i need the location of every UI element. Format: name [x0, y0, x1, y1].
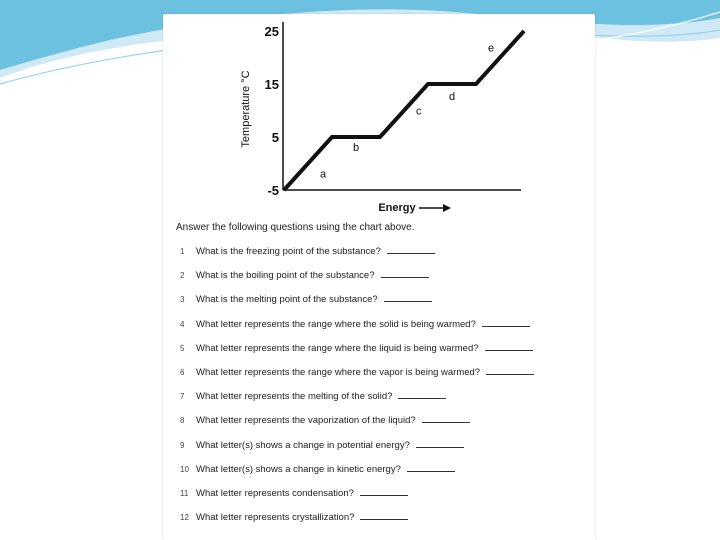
- question-item: [180, 440, 464, 451]
- question-text: What letter represents the range where the liquid is being warmed?: [196, 342, 479, 354]
- y-tick-label: 25: [264, 24, 279, 39]
- answer-blank[interactable]: [381, 277, 429, 278]
- question-text: What letter represents the range where the solid is being warmed?: [196, 318, 476, 330]
- question-number: 9: [180, 440, 185, 450]
- question-item: [180, 512, 408, 523]
- segment-label-a: a: [320, 168, 327, 181]
- energy-arrow-icon: [443, 204, 451, 212]
- question-text: What letter represents the vaporization of the liquid?: [196, 415, 416, 427]
- segment-label-e: e: [488, 42, 495, 55]
- question-text: What letter represents the melting of the solid?: [196, 391, 393, 403]
- question-item: [180, 367, 534, 378]
- question-number: 4: [180, 319, 185, 329]
- question-number: 10: [180, 464, 189, 474]
- question-number: 7: [180, 392, 185, 402]
- answer-blank[interactable]: [360, 519, 408, 520]
- question-item: [180, 391, 446, 402]
- question-text: What is the melting point of the substance?: [196, 294, 378, 306]
- question-item: [180, 270, 429, 281]
- question-item: [180, 319, 530, 330]
- question-text: What letter(s) shows a change in potential energy?: [196, 439, 410, 451]
- question-item: [180, 294, 432, 305]
- heating-curve-chart: [163, 14, 595, 229]
- segment-label-d: d: [449, 91, 456, 103]
- question-text: What letter represents condensation?: [196, 488, 354, 499]
- question-text: What is the boiling point of the substance?: [196, 270, 375, 282]
- question-number: 3: [180, 295, 185, 305]
- segment-label-b: b: [353, 142, 360, 154]
- y-axis-label: Temperature °C: [240, 70, 252, 148]
- question-number: 1: [180, 247, 185, 256]
- answer-blank[interactable]: [398, 398, 446, 399]
- answer-blank[interactable]: [422, 422, 470, 423]
- answer-blank[interactable]: [407, 471, 455, 472]
- y-tick-label: 15: [264, 77, 279, 92]
- question-text: What letter represents crystallization?: [196, 512, 355, 524]
- instructions-text: Answer the following questions using the chart above.: [176, 222, 415, 233]
- question-text: What letter represents the range where the vapor is being warmed?: [196, 367, 481, 378]
- question-number: 2: [180, 271, 185, 281]
- worksheet-page: [163, 14, 595, 540]
- y-tick-label: 5: [271, 130, 279, 145]
- question-text: What is the freezing point of the substance?: [196, 246, 381, 257]
- answer-blank[interactable]: [416, 447, 464, 448]
- segment-label-c: c: [416, 105, 422, 118]
- question-number: 11: [180, 489, 189, 498]
- answer-blank[interactable]: [360, 495, 408, 496]
- heating-curve-line: [284, 31, 524, 190]
- question-item: [180, 343, 533, 354]
- answer-blank[interactable]: [384, 301, 432, 302]
- question-number: 12: [180, 513, 189, 523]
- x-axis-label: Energy: [378, 202, 416, 214]
- answer-blank[interactable]: [485, 350, 533, 351]
- question-item: [180, 246, 435, 257]
- question-item: [180, 415, 470, 426]
- question-number: 8: [180, 416, 185, 426]
- question-text: What letter(s) shows a change in kinetic energy?: [196, 463, 401, 475]
- answer-blank[interactable]: [486, 374, 534, 375]
- answer-blank[interactable]: [482, 326, 530, 327]
- question-number: 6: [180, 368, 185, 377]
- question-item: [180, 464, 455, 475]
- question-number: 5: [180, 343, 185, 353]
- answer-blank[interactable]: [387, 253, 435, 254]
- question-item: [180, 488, 408, 499]
- y-tick-label: -5: [267, 183, 279, 198]
